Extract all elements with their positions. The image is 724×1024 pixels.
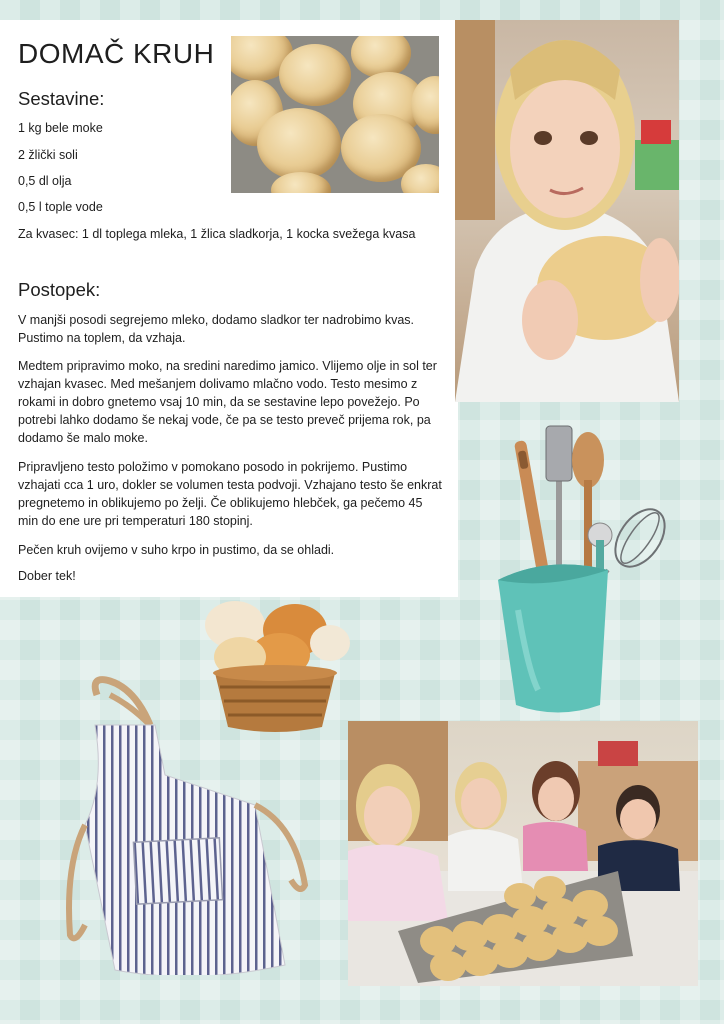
- ingredient-item: 0,5 dl olja: [18, 174, 72, 188]
- utensil-jar-illustration: [488, 420, 668, 720]
- recipe-title: DOMAČ KRUH: [18, 38, 215, 69]
- ingredient-item: 1 kg bele moke: [18, 121, 103, 135]
- ingredient-item: 2 žlički soli: [18, 148, 78, 162]
- method-step: Dober tek!: [18, 569, 76, 583]
- children-with-rolls-photo: [348, 721, 698, 986]
- apron-illustration: [55, 675, 315, 975]
- method-step: Pripravljeno testo položimo v pomokano posodo in pokrijemo. Pustimo vzhajati cca 1 uro, dokler se volumen testa podvoji. Vzhajano testo še enkrat pregnetemo in oblikujemo po želji. Če oblikujemo hlebček, ga pečemo 45 min do ene ure pri temperaturi 180 stopinj.: [18, 460, 442, 528]
- method-step: Medtem pripravimo moko, na sredini naredimo jamico. Vlijemo olje in sol ter vzhajan kvasec. Med mešanjem dolivamo mlačno vodo. Testo mesimo z rokami in dobro gnetemo vsaj 10 min, da se sestavine lepo povežejo. Po potrebi lahko dodamo še nekaj vode, če pa se testo preveč prijema rok, pa dodamo še malo moke.: [18, 359, 437, 445]
- method-step: Pečen kruh ovijemo v suho krpo in pustimo, da se ohladi.: [18, 543, 335, 557]
- method-step: V manjši posodi segrejemo mleko, dodamo sladkor ter nadrobimo kvas. Pustimo na toplem, da vzhaja.: [18, 313, 415, 345]
- method-heading: Postopek:: [18, 279, 101, 300]
- ingredient-item: 0,5 l tople vode: [18, 200, 103, 214]
- bread-rolls-photo: [231, 36, 439, 193]
- ingredient-item: Za kvasec: 1 dl toplega mleka, 1 žlica sladkorja, 1 kocka svežega kvasa: [18, 227, 416, 241]
- girl-with-bread-photo: [455, 20, 679, 402]
- ingredients-heading: Sestavine:: [18, 88, 105, 109]
